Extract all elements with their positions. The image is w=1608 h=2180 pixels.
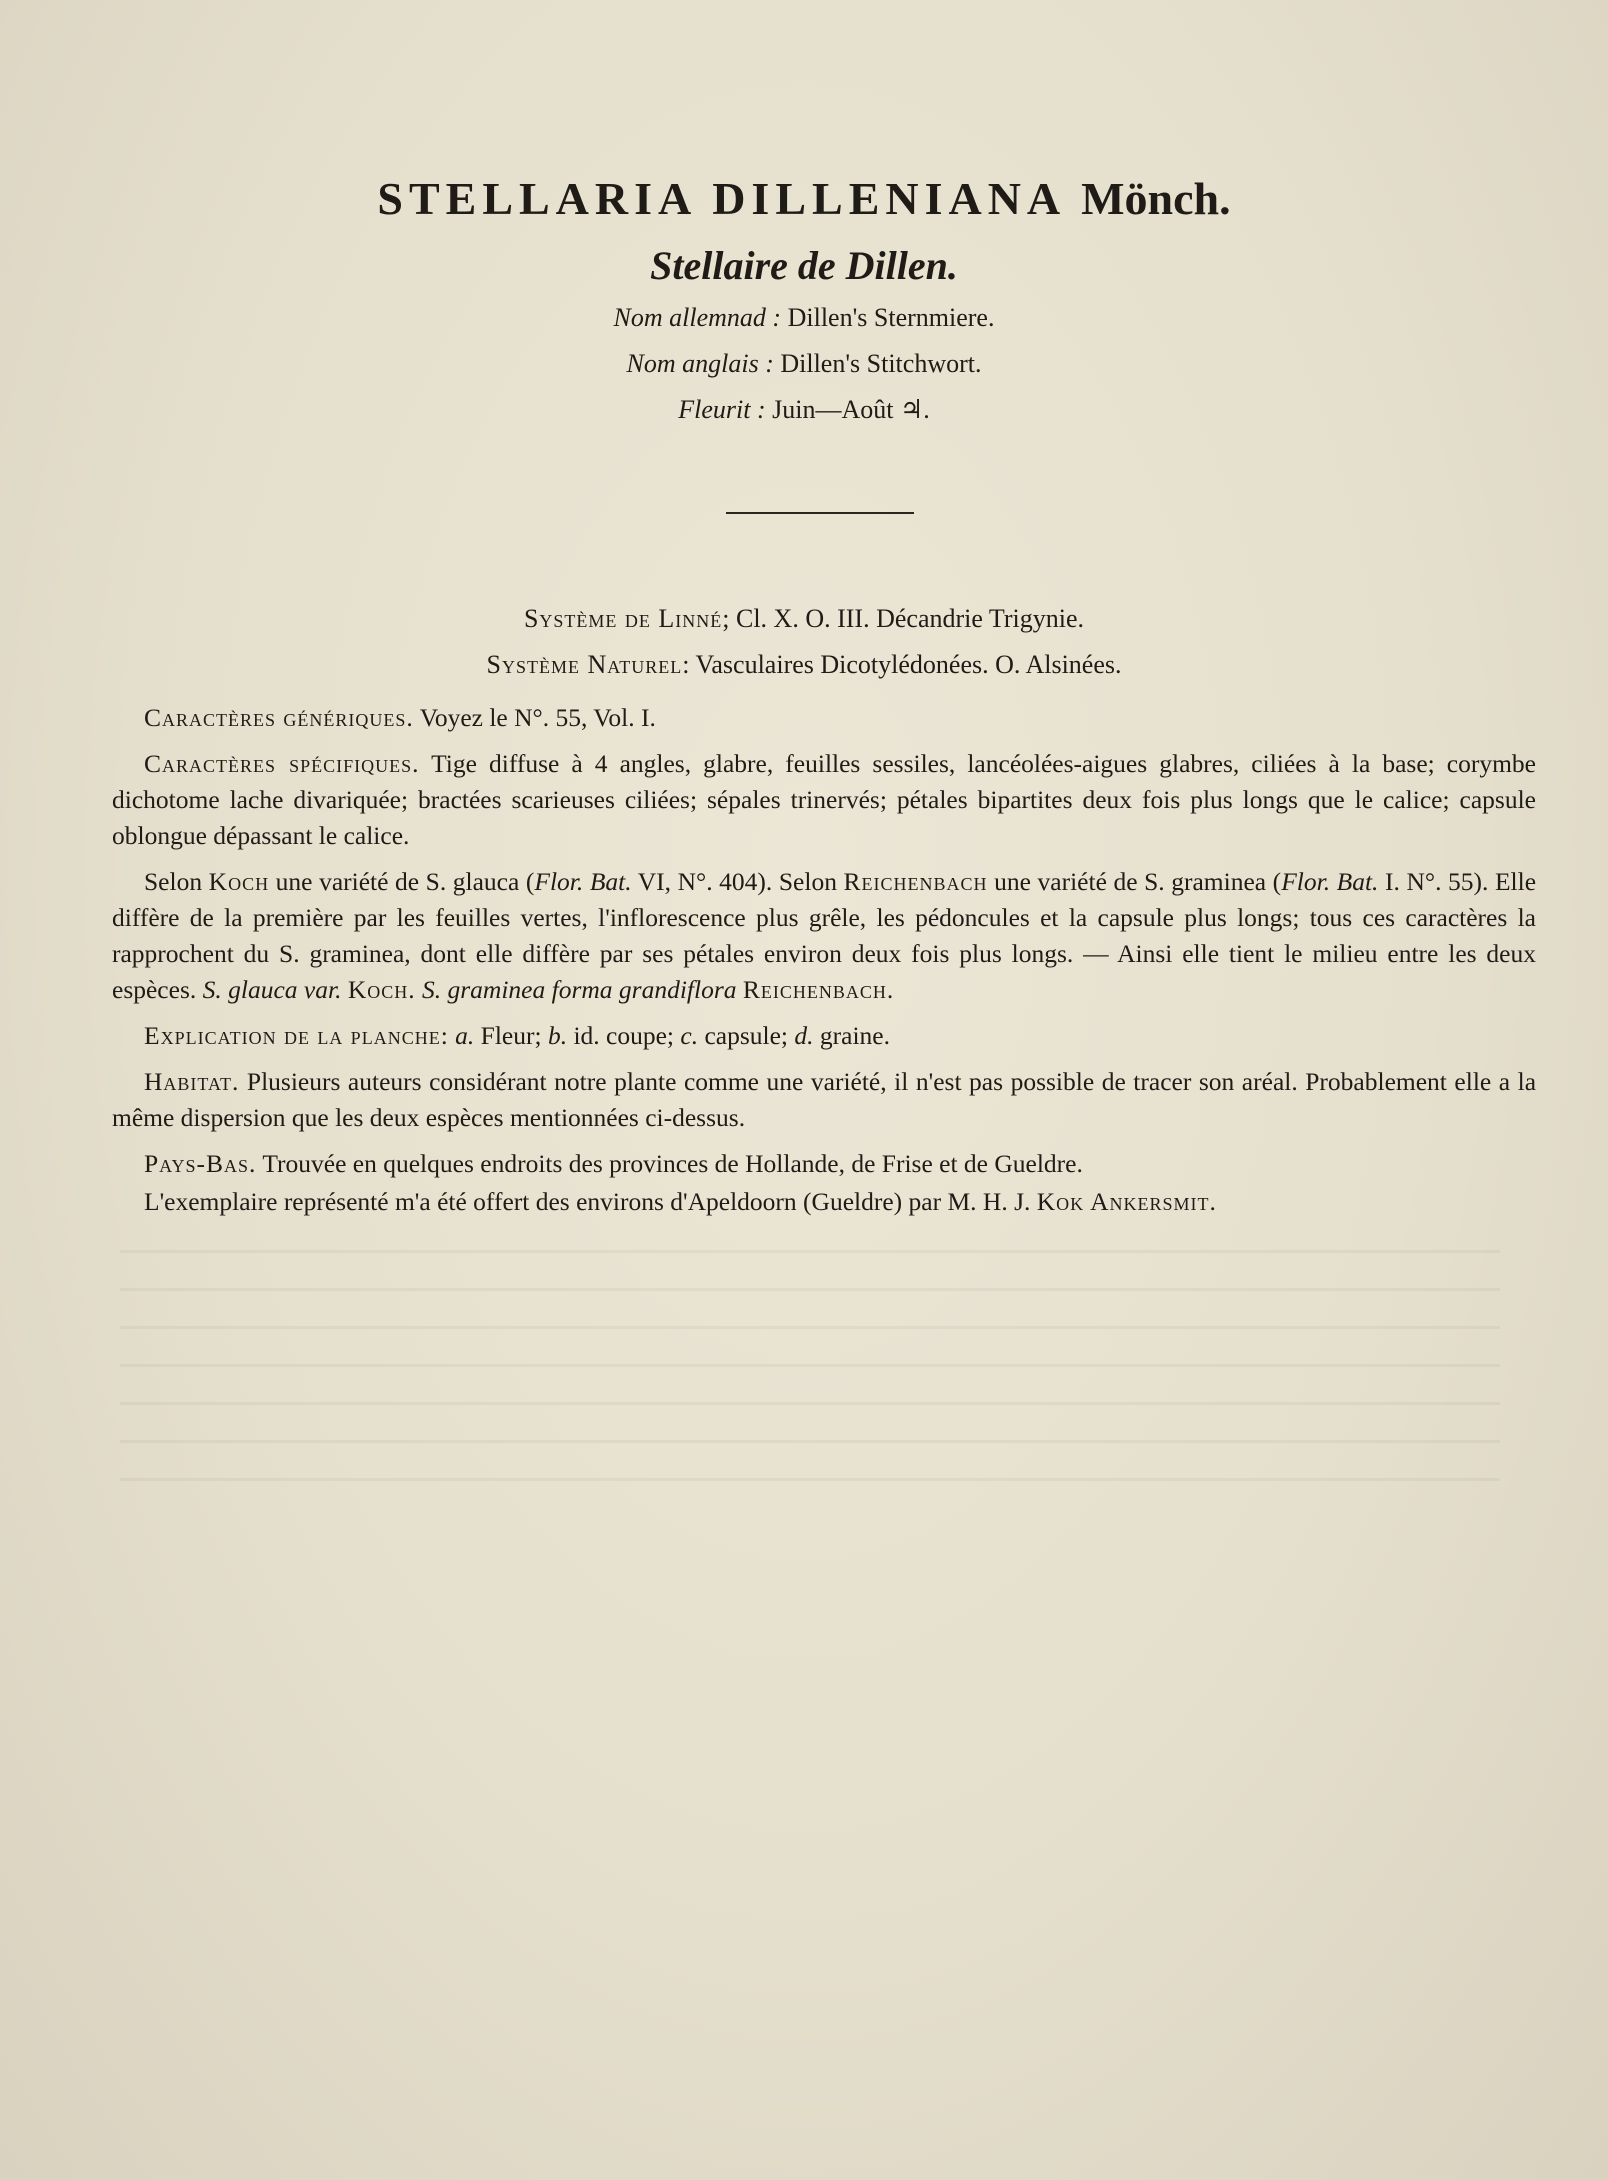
variety-text-5: I. N°. 55). Elle diffère de la première par les feuilles vertes, l'inflorescence plus grêle, les pédoncules et la capsule plus longs; tous ces caractères la rapprochent du S. graminea, dont elle diffère par ses pétales environ deux fois plus longs. — Ainsi elle tient le milieu entre les deux espèces. — [112, 867, 1537, 1004]
author-reichenbach: Reichenbach — [843, 867, 988, 896]
english-name-label: Nom anglais : — [626, 349, 774, 378]
variety-text-2: une variété de S. glauca ( — [275, 867, 535, 896]
specific-characters-text: Tige diffuse à 4 angles, glabre, feuilles sessiles, lancéolées-aigues glabres, ciliées à la base; corymbe dichotome lache divariquée; bractées scarieuses ciliées; sépales trinervés; pétales bipartites deux fois plus longs que le calice; capsule oblongue dépassant le calice. — [112, 749, 1536, 850]
french-name: Stellaire de Dillen. — [650, 243, 958, 288]
figure-c-text: capsule; — [704, 1021, 789, 1050]
german-name-value: Dillen's Sternmiere. — [787, 303, 995, 332]
flowering-line — [0, 390, 1608, 430]
netherlands-paragraph — [112, 1146, 1536, 1182]
flora-batava-ref-2: Flor. Bat. — [1281, 867, 1379, 896]
figure-a-key: a. — [455, 1021, 475, 1050]
netherlands-label: Pays-Bas. — [144, 1149, 257, 1178]
header — [0, 170, 1608, 430]
natural-system-text: : Vasculaires Dicotylédonées. O. Alsinées. — [682, 650, 1122, 679]
generic-characters-text: Voyez le N°. 55, Vol. I. — [419, 703, 656, 732]
author-koch: Koch — [208, 867, 270, 896]
plate-explanation-paragraph — [112, 1018, 1536, 1054]
page-title — [0, 170, 1608, 228]
english-name-line — [0, 344, 1608, 384]
generic-characters-label: Caractères génériques. — [144, 703, 414, 732]
description-body — [112, 700, 1536, 1230]
figure-d-text: graine. — [819, 1021, 890, 1050]
classification — [0, 596, 1608, 688]
plate-explanation-label: Explication de la planche: — [144, 1021, 449, 1050]
habitat-label: Habitat. — [144, 1067, 240, 1096]
author-koch-2: Koch. — [347, 975, 416, 1004]
variety-text-3: VI, N°. 404). Selon — [637, 867, 837, 896]
german-name-line — [0, 298, 1608, 338]
species-author: Mönch. — [1081, 173, 1231, 224]
natural-system-line — [0, 642, 1608, 688]
species-name: STELLARIA DILLENIANA — [377, 173, 1064, 224]
figure-a-text: Fleur; — [480, 1021, 542, 1050]
english-name-value: Dillen's Stitchwort. — [780, 349, 982, 378]
variety-text-1: Selon — [144, 867, 203, 896]
divider-rule — [726, 512, 914, 514]
synonym-glauca: S. glauca var. — [202, 975, 342, 1004]
german-name-label: Nom allemnad : — [613, 303, 782, 332]
linne-system-label: Système de Linné — [523, 604, 723, 633]
specific-characters-label: Caractères spécifiques. — [144, 749, 420, 778]
figure-b-text: id. coupe; — [573, 1021, 675, 1050]
figure-b-key: b. — [547, 1021, 568, 1050]
synonym-graminea: S. graminea forma grandiflora — [422, 975, 737, 1004]
variety-text-4: une variété de S. graminea ( — [994, 867, 1282, 896]
figure-d-key: d. — [794, 1021, 814, 1050]
flowering-value: Juin—Août ♃. — [772, 395, 930, 424]
specimen-paragraph — [112, 1184, 1536, 1220]
habitat-text: Plusieurs auteurs considérant notre plante comme une variété, il n'est pas possible de tracer son aréal. Probablement elle a la même dispersion que les deux espèces mentionnées ci-dessus. — [112, 1067, 1537, 1132]
specimen-text: L'exemplaire représenté m'a été offert des environs d'Apeldoorn (Gueldre) par M. H. J. — [144, 1187, 1031, 1216]
linne-system-text: ; Cl. X. O. III. Décandrie Trigynie. — [722, 604, 1085, 633]
specific-characters-paragraph — [112, 746, 1536, 854]
paper-show-through — [120, 1250, 1500, 1510]
specimen-donor: Kok Ankersmit. — [1036, 1187, 1217, 1216]
figure-c-key: c. — [680, 1021, 699, 1050]
habitat-paragraph — [112, 1064, 1536, 1136]
generic-characters-paragraph — [112, 700, 1536, 736]
linne-system-line — [0, 596, 1608, 642]
author-reichenbach-2: Reichenbach. — [742, 975, 895, 1004]
flowering-label: Fleurit : — [678, 395, 766, 424]
variety-paragraph — [112, 864, 1536, 1008]
netherlands-text: Trouvée en quelques endroits des provinces de Hollande, de Frise et de Gueldre. — [262, 1149, 1083, 1178]
natural-system-label: Système Naturel — [486, 650, 683, 679]
flora-batava-ref-1: Flor. Bat. — [534, 867, 632, 896]
